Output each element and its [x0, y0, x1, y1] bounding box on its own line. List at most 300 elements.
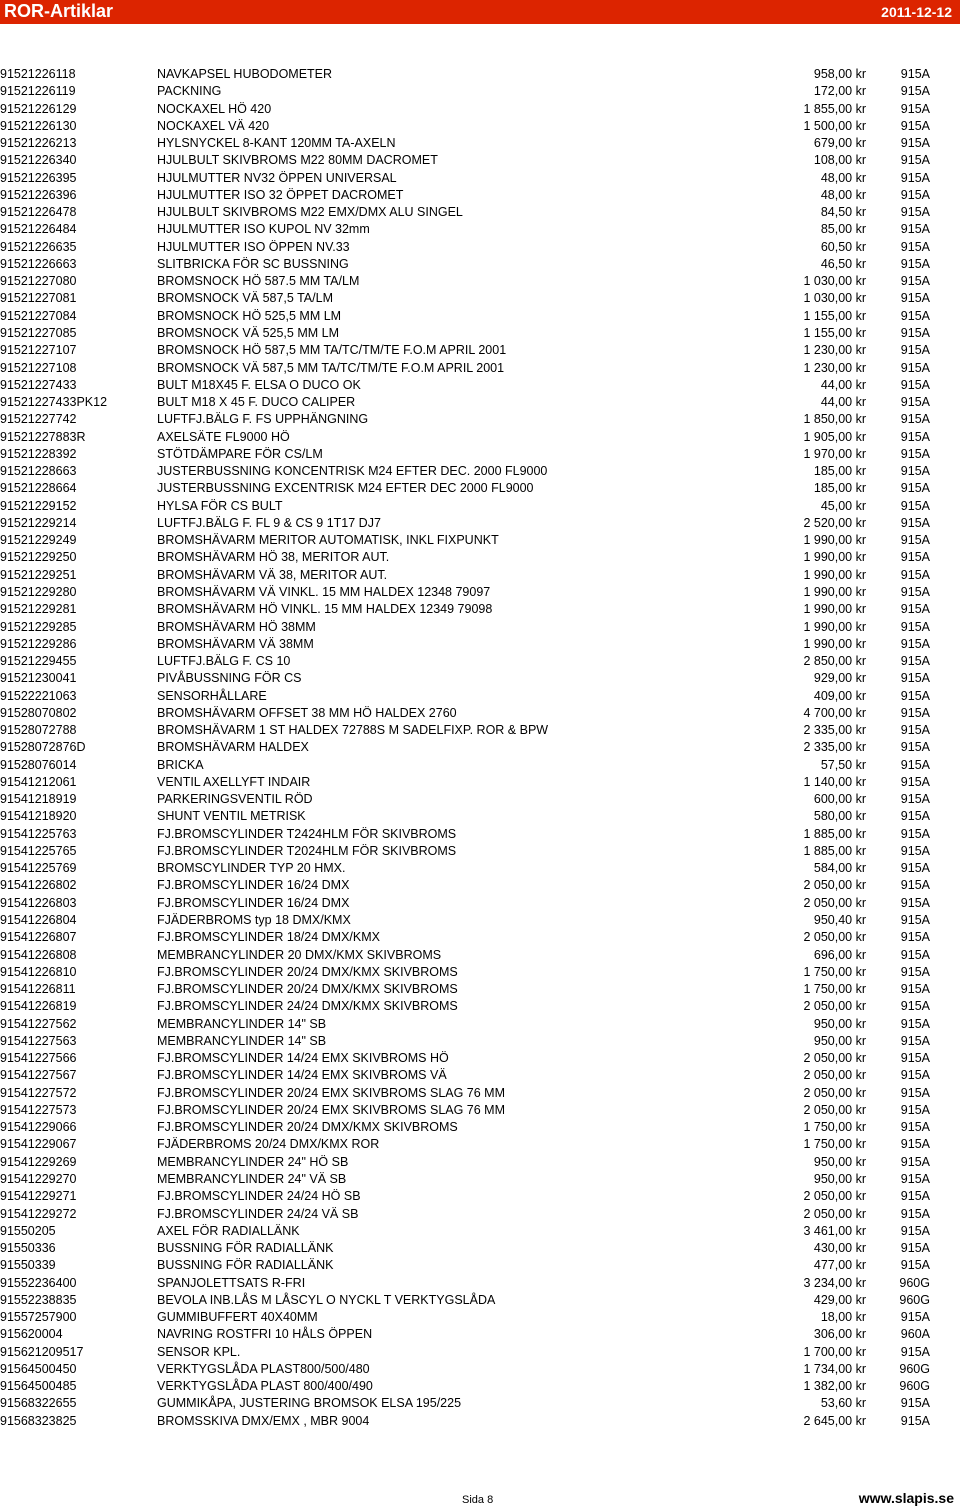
table-row: [0, 1067, 960, 1084]
article-group: 915A: [900, 1154, 930, 1169]
article-number: 91564500485: [0, 1379, 77, 1394]
article-description: JUSTERBUSSNING KONCENTRISK M24 EFTER DEC. 2000 FL9000: [157, 464, 548, 479]
article-description: BULT M18 X 45 F. DUCO CALIPER: [157, 395, 356, 410]
table-row: [0, 1206, 960, 1223]
article-description: FJ.BROMSCYLINDER 24/24 DMX/KMX SKIVBROMS: [157, 999, 458, 1014]
article-group: 915A: [900, 170, 930, 185]
article-description: MEMBRANCYLINDER 24" VÄ SB: [157, 1172, 347, 1186]
article-number: 91541227567: [0, 1068, 77, 1083]
article-description: BROMSNOCK VÄ 525,5 MM LM: [157, 325, 339, 340]
article-price: 958,00 kr: [813, 67, 866, 81]
article-description: FJÄDERBROMS typ 18 DMX/KMX: [157, 913, 351, 928]
article-group: 915A: [900, 654, 930, 669]
article-number: 91521227080: [0, 274, 77, 289]
article-group: 915A: [900, 550, 930, 565]
article-number: 91521226396: [0, 187, 77, 202]
table-row: [0, 1257, 960, 1274]
article-price: 1 500,00 kr: [803, 118, 866, 133]
article-group: 915A: [900, 913, 930, 928]
article-price: 44,00 kr: [820, 395, 866, 410]
article-number: 91541229271: [0, 1189, 77, 1204]
article-description: HJULBULT SKIVBROMS M22 EMX/DMX ALU SINGEL: [157, 205, 463, 220]
table-row: [0, 532, 960, 549]
table-row: [0, 757, 960, 774]
article-group: 915A: [900, 429, 930, 444]
article-price: 1 750,00 kr: [803, 964, 866, 979]
article-price: 2 050,00 kr: [803, 895, 866, 910]
table-row: [0, 1292, 960, 1309]
article-price: 2 050,00 kr: [803, 930, 866, 945]
table-row: [0, 273, 960, 290]
table-row: [0, 187, 960, 204]
table-row: [0, 584, 960, 601]
article-group: 915A: [900, 446, 930, 461]
article-group: 915A: [900, 325, 930, 340]
table-row: [0, 567, 960, 584]
article-number: 91541226802: [0, 878, 77, 893]
article-group: 915A: [900, 1241, 930, 1256]
article-description: BROMSHÄVARM HÖ 38, MERITOR AUT.: [157, 550, 390, 565]
article-number: 915621209517: [0, 1344, 84, 1359]
table-row: [0, 1395, 960, 1412]
article-description: FJ.BROMSCYLINDER T2424HLM FÖR SKIVBROMS: [157, 826, 457, 841]
article-price: 2 050,00 kr: [803, 1085, 866, 1100]
article-number: 91521229152: [0, 498, 77, 513]
article-price: 3 461,00 kr: [803, 1223, 866, 1238]
table-row: [0, 1413, 960, 1430]
article-number: 91521229285: [0, 619, 77, 634]
article-number: 91568323825: [0, 1413, 77, 1428]
article-price: 84,50 kr: [820, 205, 866, 220]
article-group: 915A: [900, 533, 930, 548]
document-date: 2011-12-12: [881, 4, 952, 20]
article-number: 91521226484: [0, 222, 77, 237]
article-description: BROMSHÄVARM HALDEX: [157, 740, 309, 755]
article-description: BROMSNOCK VÄ 587,5 TA/LM: [157, 291, 333, 306]
article-group: 915A: [900, 1189, 930, 1204]
article-description: LUFTFJ.BÄLG F. FS UPPHÄNGNING: [157, 412, 369, 427]
article-price: 18,00 kr: [820, 1310, 866, 1325]
article-description: BROMSHÄVARM HÖ 38MM: [157, 619, 316, 634]
article-description: FJ.BROMSCYLINDER 20/24 DMX/KMX SKIVBROMS: [157, 964, 458, 979]
article-price: 477,00 kr: [813, 1258, 866, 1273]
article-group: 915A: [900, 205, 930, 220]
article-number: 91521227085: [0, 325, 77, 340]
table-row: [0, 221, 960, 238]
article-number: 91541226808: [0, 947, 77, 962]
article-group: 915A: [900, 1137, 930, 1152]
article-number: 91521228663: [0, 464, 77, 479]
table-row: [0, 515, 960, 532]
article-price: 409,00 kr: [813, 688, 866, 703]
article-number: 91521227433PK12: [0, 395, 108, 410]
article-price: 2 050,00 kr: [803, 878, 866, 893]
article-number: 91521226129: [0, 101, 77, 116]
article-description: FJ.BROMSCYLINDER 20/24 EMX SKIVBROMS SLAG 76 MM: [157, 1085, 506, 1100]
table-row: [0, 411, 960, 428]
table-row: [0, 360, 960, 377]
article-group: 915A: [900, 982, 930, 997]
article-description: PIVÅBUSSNING FÖR CS: [157, 671, 302, 686]
article-group: 915A: [900, 1172, 930, 1186]
table-row: [0, 1240, 960, 1257]
article-group: 915A: [900, 1310, 930, 1325]
table-row: [0, 1188, 960, 1205]
article-description: SHUNT VENTIL METRISK: [157, 809, 306, 824]
table-row: [0, 826, 960, 843]
article-group: 915A: [900, 947, 930, 962]
article-number: 91521226478: [0, 205, 77, 220]
table-row: [0, 204, 960, 221]
article-number: 91552236400: [0, 1275, 77, 1290]
article-group: 915A: [900, 999, 930, 1014]
table-row: [0, 722, 960, 739]
article-description: MEMBRANCYLINDER 14" SB: [157, 1016, 327, 1031]
table-row: [0, 895, 960, 912]
article-description: FJ.BROMSCYLINDER T2024HLM FÖR SKIVBROMS: [157, 843, 457, 858]
table-row: [0, 653, 960, 670]
article-description: HJULMUTTER ISO 32 ÖPPET DACROMET: [157, 187, 404, 202]
article-number: 91541226803: [0, 895, 77, 910]
article-number: 91557257900: [0, 1310, 77, 1325]
article-price: 429,00 kr: [813, 1292, 866, 1307]
article-description: PARKERINGSVENTIL RÖD: [157, 792, 313, 807]
article-description: SLITBRICKA FÖR SC BUSSNING: [157, 256, 349, 271]
article-group: 915A: [900, 809, 930, 824]
article-price: 1 885,00 kr: [803, 826, 866, 841]
article-group: 915A: [900, 498, 930, 513]
article-price: 1 885,00 kr: [803, 843, 866, 858]
article-description: HYLSNYCKEL 8-KANT 120MM TA-AXELN: [157, 136, 396, 151]
table-row: [0, 463, 960, 480]
article-price: 57,50 kr: [820, 757, 866, 772]
article-price: 1 990,00 kr: [803, 602, 866, 617]
article-description: BRICKA: [157, 757, 204, 772]
article-group: 915A: [900, 343, 930, 358]
table-row: [0, 239, 960, 256]
article-price: 2 050,00 kr: [803, 1206, 866, 1221]
article-price: 1 750,00 kr: [803, 1137, 866, 1152]
table-row: [0, 1171, 960, 1188]
article-group: 915A: [900, 1051, 930, 1066]
article-description: LUFTFJ.BÄLG F. FL 9 & CS 9 1T17 DJ7: [157, 515, 381, 530]
article-price: 430,00 kr: [813, 1241, 866, 1256]
table-row: [0, 947, 960, 964]
article-description: FJ.BROMSCYLINDER 16/24 DMX: [157, 878, 350, 893]
article-group: 915A: [900, 256, 930, 271]
article-price: 1 750,00 kr: [803, 1120, 866, 1135]
table-row: [0, 325, 960, 342]
article-group: 915A: [900, 360, 930, 375]
article-group: 915A: [900, 101, 930, 116]
article-price: 2 335,00 kr: [803, 740, 866, 755]
article-description: FJ.BROMSCYLINDER 24/24 VÄ SB: [157, 1206, 359, 1221]
article-number: 91541225765: [0, 843, 77, 858]
article-price: 1 855,00 kr: [803, 101, 866, 116]
table-row: [0, 1309, 960, 1326]
table-row: [0, 705, 960, 722]
article-description: FJ.BROMSCYLINDER 20/24 DMX/KMX SKIVBROMS: [157, 982, 458, 997]
article-description: BROMSHÄVARM VÄ 38MM: [157, 636, 314, 651]
table-row: [0, 170, 960, 187]
article-description: BROMSHÄVARM MERITOR AUTOMATISK, INKL FIXPUNKT: [157, 533, 499, 548]
table-row: [0, 549, 960, 566]
article-description: MEMBRANCYLINDER 24" HÖ SB: [157, 1154, 349, 1169]
table-row: [0, 256, 960, 273]
article-description: AXELSÄTE FL9000 HÖ: [157, 429, 290, 444]
article-number: 91521227107: [0, 343, 77, 358]
article-number: 91541229269: [0, 1154, 77, 1169]
article-group: 915A: [900, 861, 930, 876]
article-number: 91521227742: [0, 412, 77, 427]
article-group: 915A: [900, 1102, 930, 1117]
article-group: 915A: [900, 930, 930, 945]
article-description: FJ.BROMSCYLINDER 14/24 EMX SKIVBROMS HÖ: [157, 1051, 449, 1066]
article-price: 2 050,00 kr: [803, 1189, 866, 1204]
article-group: 915A: [900, 826, 930, 841]
article-price: 48,00 kr: [820, 187, 866, 202]
article-description: GUMMIBUFFERT 40X40MM: [157, 1310, 318, 1325]
article-description: STÖTDÄMPARE FÖR CS/LM: [157, 446, 323, 461]
article-number: 91521230041: [0, 671, 77, 686]
article-description: GUMMIKÅPA, JUSTERING BROMSOK ELSA 195/225: [157, 1396, 462, 1411]
article-price: 1 990,00 kr: [803, 619, 866, 634]
article-number: 91550336: [0, 1241, 56, 1256]
article-price: 2 050,00 kr: [803, 1068, 866, 1083]
article-number: 91550205: [0, 1223, 56, 1238]
article-number: 91541227573: [0, 1102, 77, 1117]
article-group: 915A: [900, 222, 930, 237]
article-price: 1 155,00 kr: [803, 308, 866, 323]
article-group: 915A: [900, 843, 930, 858]
article-number: 91541218920: [0, 809, 77, 824]
article-description: HJULMUTTER NV32 ÖPPEN UNIVERSAL: [157, 170, 397, 185]
article-group: 915A: [900, 636, 930, 651]
article-group: 915A: [900, 1258, 930, 1273]
table-row: [0, 377, 960, 394]
table-row: [0, 670, 960, 687]
article-price: 2 050,00 kr: [803, 1051, 866, 1066]
article-price: 1 850,00 kr: [803, 412, 866, 427]
table-row: [0, 998, 960, 1015]
article-number: 91541229067: [0, 1137, 77, 1152]
article-number: 91552238835: [0, 1292, 77, 1307]
table-row: [0, 912, 960, 929]
table-row: [0, 1050, 960, 1067]
table-row: [0, 66, 960, 83]
article-number: 91541218919: [0, 792, 77, 807]
article-description: FJ.BROMSCYLINDER 20/24 DMX/KMX SKIVBROMS: [157, 1120, 458, 1135]
article-group: 915A: [900, 481, 930, 496]
article-price: 600,00 kr: [813, 792, 866, 807]
article-number: 91550339: [0, 1258, 56, 1273]
article-price: 4 700,00 kr: [803, 705, 866, 720]
article-price: 679,00 kr: [813, 136, 866, 151]
article-group: 915A: [900, 136, 930, 151]
article-group: 960G: [899, 1361, 930, 1376]
article-group: 915A: [900, 1396, 930, 1411]
table-row: [0, 601, 960, 618]
article-group: 915A: [900, 1223, 930, 1238]
article-group: 915A: [900, 705, 930, 720]
article-description: BROMSSKIVA DMX/EMX , MBR 9004: [157, 1413, 370, 1428]
article-number: 91521226340: [0, 153, 77, 168]
article-description: BROMSHÄVARM HÖ VINKL. 15 MM HALDEX 12349 79098: [157, 602, 493, 617]
article-group: 915A: [900, 377, 930, 392]
article-group: 915A: [900, 1033, 930, 1048]
table-row: [0, 429, 960, 446]
article-description: BUSSNING FÖR RADIALLÄNK: [157, 1241, 334, 1256]
article-number: 91541212061: [0, 774, 77, 789]
article-description: FJ.BROMSCYLINDER 20/24 EMX SKIVBROMS SLAG 76 MM: [157, 1102, 506, 1117]
article-group: 915A: [900, 878, 930, 893]
article-number: 91521229280: [0, 584, 77, 599]
article-price: 85,00 kr: [820, 222, 866, 237]
article-group: 915A: [900, 515, 930, 530]
article-price: 929,00 kr: [813, 671, 866, 686]
article-description: FJ.BROMSCYLINDER 18/24 DMX/KMX: [157, 930, 380, 945]
article-price: 2 850,00 kr: [803, 654, 866, 669]
article-number: 91521226130: [0, 118, 77, 133]
article-description: BULT M18X45 F. ELSA O DUCO OK: [157, 377, 361, 392]
article-group: 915A: [900, 464, 930, 479]
article-description: SPANJOLETTSATS R-FRI: [157, 1275, 306, 1290]
article-group: 915A: [900, 84, 930, 99]
article-number: 91521229455: [0, 654, 77, 669]
article-price: 2 645,00 kr: [803, 1413, 866, 1428]
article-group: 960G: [899, 1292, 930, 1307]
article-description: BROMSHÄVARM VÄ 38, MERITOR AUT.: [157, 567, 388, 582]
table-row: [0, 446, 960, 463]
article-price: 1 990,00 kr: [803, 636, 866, 651]
article-group: 915A: [900, 1068, 930, 1083]
article-description: BROMSHÄVARM VÄ VINKL. 15 MM HALDEX 12348 79097: [157, 584, 491, 599]
article-description: PACKNING: [157, 84, 222, 99]
table-row: [0, 808, 960, 825]
table-row: [0, 118, 960, 135]
table-row: [0, 1275, 960, 1292]
article-number: 91521229286: [0, 636, 77, 651]
table-row: [0, 1102, 960, 1119]
table-row: [0, 964, 960, 981]
article-price: 1 990,00 kr: [803, 533, 866, 548]
article-price: 1 230,00 kr: [803, 343, 866, 358]
article-description: FJ.BROMSCYLINDER 14/24 EMX SKIVBROMS VÄ: [157, 1068, 447, 1083]
article-price: 44,00 kr: [820, 377, 866, 392]
table-row: [0, 101, 960, 118]
article-number: 91541226807: [0, 930, 77, 945]
table-row: [0, 981, 960, 998]
article-price: 1 030,00 kr: [803, 274, 866, 289]
article-number: 91528070802: [0, 705, 77, 720]
article-number: 91521229214: [0, 515, 77, 530]
article-price: 1 155,00 kr: [803, 325, 866, 340]
table-row: [0, 688, 960, 705]
article-group: 915A: [900, 187, 930, 202]
table-row: [0, 739, 960, 756]
article-number: 915620004: [0, 1327, 63, 1342]
article-price: 1 700,00 kr: [803, 1344, 866, 1359]
article-description: JUSTERBUSSNING EXCENTRISK M24 EFTER DEC 2000 FL9000: [157, 481, 534, 496]
table-row: [0, 480, 960, 497]
article-description: MEMBRANCYLINDER 20 DMX/KMX SKIVBROMS: [157, 947, 442, 962]
table-row: [0, 135, 960, 152]
article-group: 915A: [900, 1413, 930, 1428]
article-price: 1 970,00 kr: [803, 446, 866, 461]
table-row: [0, 877, 960, 894]
article-price: 60,50 kr: [820, 239, 866, 254]
article-group: 915A: [900, 153, 930, 168]
article-group: 915A: [900, 671, 930, 686]
table-row: [0, 1119, 960, 1136]
article-price: 45,00 kr: [820, 498, 866, 513]
table-row: [0, 1344, 960, 1361]
article-description: VERKTYGSLÅDA PLAST 800/400/490: [157, 1379, 373, 1394]
article-number: 91521226118: [0, 67, 76, 81]
table-row: [0, 1085, 960, 1102]
article-number: 91541226811: [0, 982, 76, 997]
article-number: 91541225763: [0, 826, 77, 841]
article-price: 53,60 kr: [820, 1396, 866, 1411]
article-group: 915A: [900, 239, 930, 254]
article-group: 915A: [900, 118, 930, 133]
table-row: [0, 1361, 960, 1378]
article-group: 915A: [900, 308, 930, 323]
table-row: [0, 1033, 960, 1050]
article-group: 915A: [900, 619, 930, 634]
article-group: 915A: [900, 584, 930, 599]
article-price: 950,00 kr: [813, 1154, 866, 1169]
article-number: 91521227108: [0, 360, 77, 375]
article-number: 91541229270: [0, 1172, 77, 1186]
article-description: VERKTYGSLÅDA PLAST800/500/480: [157, 1361, 370, 1376]
article-price: 1 990,00 kr: [803, 584, 866, 599]
article-number: 91528076014: [0, 757, 77, 772]
article-group: 960A: [900, 1327, 930, 1342]
article-group: 915A: [900, 688, 930, 703]
article-group: 915A: [900, 291, 930, 306]
site-url: www.slapis.se: [858, 1490, 954, 1506]
article-description: FJ.BROMSCYLINDER 16/24 DMX: [157, 895, 350, 910]
article-description: BROMSNOCK VÄ 587,5 MM TA/TC/TM/TE F.O.M APRIL 2001: [157, 360, 505, 375]
table-row: [0, 498, 960, 515]
table-row: [0, 1223, 960, 1240]
article-description: HYLSA FÖR CS BULT: [157, 498, 283, 513]
table-row: [0, 636, 960, 653]
article-price: 1 750,00 kr: [803, 982, 866, 997]
article-price: 1 905,00 kr: [803, 429, 866, 444]
article-description: FJ.BROMSCYLINDER 24/24 HÖ SB: [157, 1189, 361, 1204]
article-description: HJULBULT SKIVBROMS M22 80MM DACROMET: [157, 153, 438, 168]
table-row: [0, 791, 960, 808]
page-header: [0, 0, 960, 24]
article-description: NOCKAXEL HÖ 420: [157, 101, 272, 116]
table-row: [0, 290, 960, 307]
article-group: 915A: [900, 895, 930, 910]
article-price: 950,00 kr: [813, 1172, 866, 1186]
article-group: 960G: [899, 1275, 930, 1290]
article-number: 91522221063: [0, 688, 77, 703]
article-price: 2 335,00 kr: [803, 723, 866, 738]
article-price: 46,50 kr: [820, 256, 866, 271]
article-group: 915A: [900, 1085, 930, 1100]
article-price: 2 520,00 kr: [803, 515, 866, 530]
article-description: BROMSNOCK HÖ 587,5 MM TA/TC/TM/TE F.O.M APRIL 2001: [157, 343, 507, 358]
article-description: NOCKAXEL VÄ 420: [157, 118, 270, 133]
article-price: 696,00 kr: [813, 947, 866, 962]
article-number: 91521228392: [0, 446, 77, 461]
article-price: 2 050,00 kr: [803, 1102, 866, 1117]
